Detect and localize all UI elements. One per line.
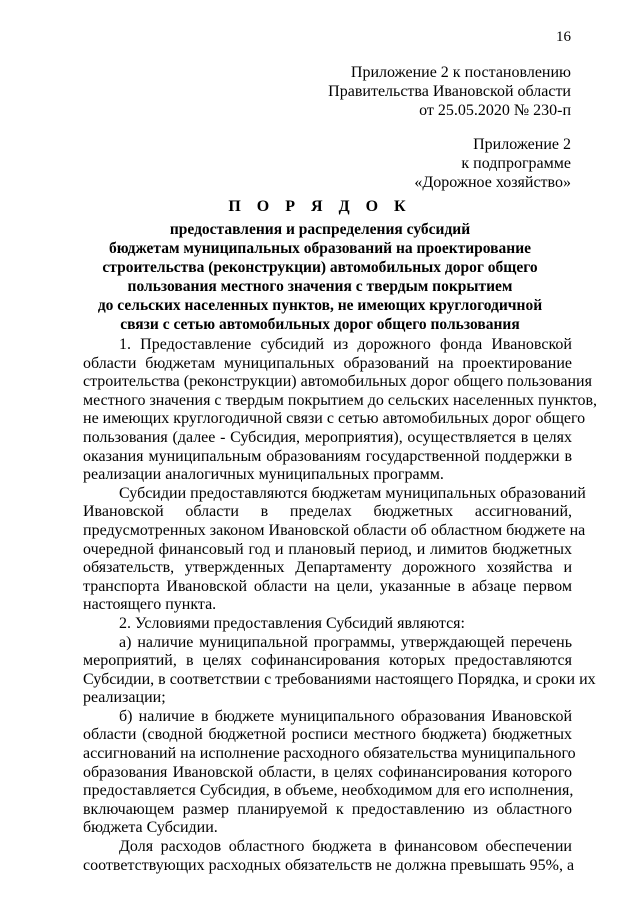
attachment-subprogram-header	[414, 135, 571, 192]
paragraph-3	[83, 615, 572, 634]
text-line: предоставляется Субсидия, в объеме, необходимом для его исполнения,	[83, 782, 574, 800]
attachment-decree-line: Правительства Ивановской области	[328, 83, 571, 100]
text-line: строительства (реконструкции) автомобильных дорог общего пользования	[83, 373, 592, 391]
document-title: П О Р Я Д О К	[228, 198, 412, 215]
text-line: б) наличие в бюджете муниципального образования Ивановской	[119, 707, 572, 725]
attachment-decree-header	[328, 63, 571, 120]
text-line: пользования (далее - Субсидия, мероприятия), осуществляется в целях	[83, 428, 572, 446]
paragraph-4	[83, 633, 596, 708]
text-line: образования Ивановской области, в целях софинансирования которого	[83, 763, 572, 781]
attachment-subprogram-line: к подпрограмме	[461, 155, 571, 172]
text-line: области бюджетам муниципальных образований на проектирование	[83, 354, 572, 372]
text-line: мероприятий, в целях софинансирования которых предоставляются	[83, 652, 572, 670]
attachment-decree-line: Приложение 2 к постановлению	[350, 64, 571, 81]
text-line: настоящего пункта.	[83, 596, 217, 614]
document-body	[83, 336, 598, 875]
text-line: Доля расходов областного бюджета в финансовом обеспечении	[119, 838, 572, 856]
text-line: предусмотренных законом Ивановской области об областном бюджете на	[83, 521, 586, 539]
attachment-decree-line: от 25.05.2020 № 230-п	[419, 102, 571, 119]
text-line: Субсидии, в соответствии с требованиями настоящего Порядка, и сроки их	[83, 670, 596, 688]
text-line: Ивановской области в пределах бюджетных ассигнований,	[83, 503, 572, 521]
text-line: местного значения с твердым покрытием до сельских населенных пунктов,	[83, 391, 598, 409]
text-line: очередной финансовый год и плановый период, и лимитов бюджетных	[83, 540, 572, 558]
attachment-subprogram-line: «Дорожное хозяйство»	[414, 174, 571, 191]
subtitle-line: бюджетам муниципальных образований на проектирование	[108, 240, 532, 257]
text-line: а) наличие муниципальной программы, утверждающей перечень	[119, 633, 572, 651]
text-line: бюджета Субсидии.	[83, 819, 218, 837]
text-line: не имеющих круглогодичной связи с сетью автомобильных дорог общего	[83, 410, 586, 428]
text-line: Субсидии предоставляются бюджетам муниципальных образований	[119, 484, 586, 502]
text-line: транспорта Ивановской области на цели, указанные в абзаце первом	[83, 577, 572, 595]
subtitle-line: строительства (реконструкции) автомобильных дорог общего	[102, 259, 538, 276]
text-line: реализации аналогичных муниципальных программ.	[83, 466, 444, 484]
paragraph-1	[83, 336, 598, 485]
page-number: 16	[556, 29, 571, 45]
text-line: ассигнований на исполнение расходного обязательства муниципального	[83, 745, 576, 763]
text-line: реализации;	[83, 689, 166, 707]
text-line: 1. Предоставление субсидий из дорожного фонда Ивановской	[119, 336, 572, 353]
paragraph-2	[83, 484, 586, 615]
document-title-block	[90, 196, 550, 334]
subtitle-line: предоставления и распределения субсидий	[169, 221, 471, 238]
text-line: области (сводной бюджетной росписи местного бюджета) бюджетных	[83, 726, 572, 744]
text-line: оказания муниципальным образованиям государственной поддержки в	[83, 447, 572, 465]
attachment-subprogram-line: Приложение 2	[473, 136, 571, 153]
paragraph-5	[83, 707, 576, 838]
text-line: 2. Условиями предоставления Субсидий являются:	[119, 614, 465, 632]
subtitle-line: связи с сетью автомобильных дорог общего пользования	[120, 316, 520, 333]
paragraph-6	[83, 838, 575, 875]
subtitle-line: до сельских населенных пунктов, не имеющих круглогодичной	[97, 297, 543, 314]
text-line: обязательств, утвержденных Департаменту дорожного хозяйства и	[83, 559, 572, 577]
text-line: включающем размер планируемой к предоставлению из областного	[83, 800, 572, 818]
subtitle-line: пользования местного значения с твердым покрытием	[127, 278, 513, 295]
text-line: соответствующих расходных обязательств не должна превышать 95%, а	[83, 856, 575, 874]
document-subtitle	[90, 220, 550, 334]
